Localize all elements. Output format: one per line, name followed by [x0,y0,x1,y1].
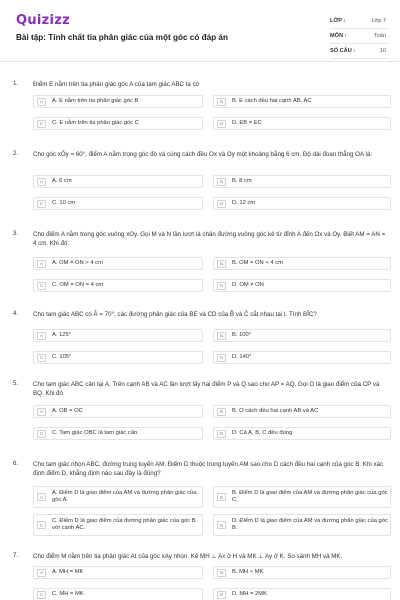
option-text: A. E nằm trên tia phân giác góc B [52,97,139,104]
option-b[interactable] [213,95,391,108]
option-text: B. E cách đều hai cạnh AB, AC [232,97,312,104]
option-letter: B [217,493,226,501]
quizizz-logo: Quizizz [16,13,71,28]
option-letter: A [37,408,46,416]
meta-label: SỐ CÂU : [330,48,356,54]
option-letter: B [217,408,226,416]
question-number: 4. [13,310,19,317]
meta-value: 10 [379,48,386,54]
option-letter: A [37,260,46,268]
option-letter: D [217,430,226,438]
option-text: C. E nằm trên tia phân giác góc C [52,119,139,126]
option-c[interactable] [33,117,203,130]
option-letter: D [217,282,226,290]
option-letter: B [217,178,226,186]
question-number: 1. [13,80,19,87]
question-number: 5. [13,380,19,387]
meta-value: Toán [373,33,386,39]
option-letter: A [37,493,46,501]
meta-label: MÔN : [330,33,347,39]
option-letter: B [217,332,226,340]
option-text: A. 125° [52,331,72,338]
option-letter: C [37,430,46,438]
option-text: A. Điểm D là giao điểm của AM và đường phân giác của góc A. [52,489,197,503]
question-text: Cho tam giác ABC cân tại A. Trên cạnh AB và AC lần lượt lấy hai điểm P và Q sao cho AP = AQ. Gọi O là giao điểm của CP và BQ. Khi đó [33,381,380,397]
option-text: B. MH < MK [232,568,264,575]
option-text: D. MH = 2MK [232,590,267,597]
option-letter: D [217,591,226,599]
option-letter: A [37,332,46,340]
meta-grade [330,14,388,29]
option-text: B. 8 cm [232,177,252,184]
option-a[interactable] [33,95,203,108]
option-text: B. 100° [232,331,252,338]
option-c[interactable] [33,197,203,210]
option-letter: B [217,260,226,268]
option-text: A. 6 cm [52,177,72,184]
option-d[interactable] [213,279,391,292]
option-text: D. EB = EC [232,119,262,126]
option-text: C. 105° [52,353,72,360]
option-b[interactable] [213,405,391,418]
option-text: D. Cả A, B, C đều đúng [232,429,293,436]
question-text: Cho điểm M nằm trên tia phân giác At của góc xAy nhọn. Kẻ MH ⊥ Ax ở H và MK ⊥ Ay ở K. So sánh MH và MK. [33,553,343,560]
option-letter: C [37,591,46,599]
option-letter: B [217,569,226,577]
option-letter: C [37,521,46,529]
option-d[interactable] [213,351,391,364]
option-text: C. OM = ON = 4 cm [52,281,104,288]
question-number: 6. [13,460,19,467]
option-d[interactable] [213,427,391,440]
option-letter: D [217,521,226,529]
question-text: Cho góc xÔy = 60°, điểm A nằm trong góc đó và cùng cách đều Ox và Oy một khoảng bằng 6 cm. Độ dài đoạn thẳng OA là: [33,151,373,158]
option-text: D. 140° [232,353,252,360]
option-letter: D [217,354,226,362]
option-letter: A [37,98,46,106]
option-text: A. OB = OC [52,407,83,414]
option-letter: D [217,200,226,208]
option-letter: D [217,120,226,128]
option-c[interactable] [33,279,203,292]
option-b[interactable] [213,175,391,188]
option-text: B. Điểm D là giao điểm của AM và đường phân giác của góc C. [232,489,388,503]
option-text: A. OM = ON > 4 cm [52,259,103,266]
option-c[interactable] [33,588,203,600]
option-b[interactable] [213,257,391,270]
option-text: C. 10 cm [52,199,76,206]
question-text: Điểm E nằm trên tia phân giác góc A của tam giác ABC ta có [33,81,200,88]
option-letter: A [37,178,46,186]
option-a[interactable] [33,486,203,508]
option-a[interactable] [33,175,203,188]
meta-question-count [330,44,388,59]
option-text: B. OM = ON < 4 cm [232,259,283,266]
question-text: Cho tam giác nhọn ABC, đường trung tuyến AM. Điểm D thuộc trung tuyến AM sao cho D cách đều hai cạnh của góc B. Khi xác định điểm D, khẳng định nào sau đây là đúng? [33,461,384,477]
option-b[interactable] [213,566,391,579]
option-d[interactable] [213,588,391,600]
option-letter: A [37,569,46,577]
option-text: D. OM ≠ ON [232,281,264,288]
option-a[interactable] [33,566,203,579]
question-text: Cho tam giác ABC có Â = 70°, các đường phân giác của BE và CD của B̂ và Ĉ cắt nhau tại I. Tính BÎC? [33,311,317,318]
option-d[interactable] [213,197,391,210]
option-letter: C [37,354,46,362]
worksheet-title: Bài tập: Tính chất tia phân giác của một góc có đáp án [16,33,228,42]
worksheet-meta [330,14,388,59]
question-number: 3. [13,230,19,237]
option-text: C. Tam giác OBC là tam giác cân [52,429,138,436]
option-c[interactable] [33,351,203,364]
option-letter: C [37,282,46,290]
option-c[interactable] [33,427,203,440]
question-text: Cho điểm A nằm trong góc vuông xOy. Gọi M và N lần lượt là chân đường vuông góc kẻ từ đỉnh A đến Ox và Oy. Biết AM = AN = 4 cm. Khi đó: [33,231,386,247]
option-letter: B [217,98,226,106]
option-a[interactable] [33,329,203,342]
option-a[interactable] [33,405,203,418]
question-number: 7. [13,552,19,559]
option-a[interactable] [33,257,203,270]
option-letter: C [37,200,46,208]
worksheet-header [0,0,400,62]
option-c[interactable] [33,514,203,536]
option-letter: C [37,120,46,128]
option-b[interactable] [213,329,391,342]
option-text: C. MH = MK [52,590,84,597]
meta-subject [330,29,388,44]
question-number: 2. [13,150,19,157]
meta-value: Lớp 7 [371,18,386,24]
option-d[interactable] [213,514,391,536]
option-text: A. MH = MK [52,568,84,575]
option-text: D. Điểm D là giao điểm của AM và đường phân giác của góc B. [232,517,388,531]
option-b[interactable] [213,486,391,508]
option-d[interactable] [213,117,391,130]
meta-label: LỚP : [330,18,346,24]
option-text: B. O cách đều hai cạnh AB và AC [232,407,319,414]
option-text: D. 12 cm [232,199,256,206]
option-text: C. Điểm D là giao điểm của đường phân giác của góc B với cạnh AC. [52,517,196,531]
